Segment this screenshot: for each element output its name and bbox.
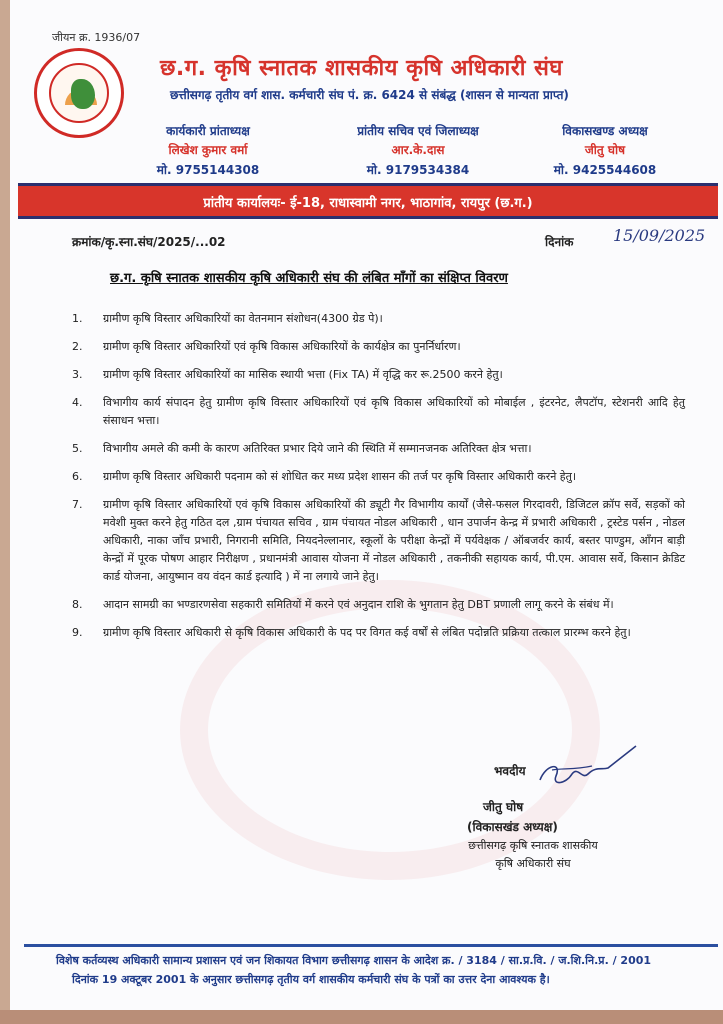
union-seal-logo: [34, 48, 124, 138]
list-item: [70, 624, 685, 642]
bearer-role: कार्यकारी प्रांताध्यक्ष: [166, 124, 250, 138]
letter-subject: छ.ग. कृषि स्नातक शासकीय कृषि अधिकारी संघ की लंबित माँगों का संक्षिप्त विवरण: [110, 271, 508, 286]
footer-note-line: दिनांक 19 अक्टूबर 2001 के अनुसार छत्तीसगढ़ तृतीय वर्ग शासकीय कर्मचारी संघ के पत्रों का उत्तर देना आवश्यक है।: [72, 973, 550, 986]
item-number: 9.: [72, 626, 83, 639]
bearer-phone: मो. 9755144308: [156, 163, 260, 177]
bearer-role: प्रांतीय सचिव एवं जिलाध्यक्ष: [357, 124, 479, 138]
reference-number: क्रमांक/कृ.स्ना.संघ/2025/...02: [72, 235, 226, 249]
office-address-band: [18, 183, 718, 219]
item-text: विभागीय कार्य संपादन हेतु ग्रामीण कृषि विस्तार अधिकारियों एवं कृषि विकास अधिकारियों को मोबाईल , इंटरनेट, लैपटॉप, स्टेशनरी आदि हेतु संसाधन भत्ता।: [103, 396, 685, 427]
bearer-role: विकासखण्ड अध्यक्ष: [562, 124, 648, 138]
list-item: [70, 468, 685, 486]
item-number: 8.: [72, 598, 83, 611]
signer-org-line: छत्तीसगढ़ कृषि स्नातक शासकीय: [468, 839, 598, 852]
bearer-name: आर.के.दास: [391, 143, 445, 157]
office-address: प्रांतीय कार्यालयः- ई-18, राधास्वामी नगर, भाठागांव, रायपुर (छ.ग.): [203, 196, 533, 211]
signer-role: (विकासखंड अध्यक्ष): [467, 820, 558, 834]
item-number: 2.: [72, 340, 83, 353]
map-icon: [71, 79, 95, 109]
signature-scribble: [532, 740, 642, 796]
list-item: [70, 366, 685, 384]
seal-emblem: [49, 63, 109, 123]
background-edge-bottom: [0, 1010, 723, 1024]
item-number: 4.: [72, 396, 83, 409]
item-number: 1.: [72, 312, 83, 325]
footer-divider: [24, 944, 718, 947]
registration-number: जीयन क्र. 1936/07: [52, 31, 141, 44]
item-text: ग्रामीण कृषि विस्तार अधिकारी से कृषि विकास अधिकारी के पद पर विगत कई वर्षों से लंबित पदोन्नति प्रक्रिया तत्काल प्रारम्भ करने हेतु।: [103, 626, 631, 639]
list-item: [70, 496, 685, 586]
signer-org-line: कृषि अधिकारी संघ: [495, 857, 571, 870]
list-item: [70, 310, 685, 328]
list-item: [70, 338, 685, 356]
item-text: ग्रामीण कृषि विस्तार अधिकारी पदनाम को सं शोधित कर मध्य प्रदेश शासन की तर्ज पर कृषि विस्तार अधिकारी करने हेतु।: [103, 470, 577, 483]
list-item: [70, 596, 685, 614]
item-text: ग्रामीण कृषि विस्तार अधिकारियों का वेतनमान संशोधन(4300 ग्रेड पे)।: [103, 312, 383, 325]
item-number: 3.: [72, 368, 83, 381]
bearer-name: जीतु घोष: [584, 143, 626, 157]
office-bearer-president: [118, 122, 298, 178]
demands-list: [70, 310, 685, 652]
org-title: छ.ग. कृषि स्नातक शासकीय कृषि अधिकारी संघ: [160, 56, 563, 81]
item-text: ग्रामीण कृषि विस्तार अधिकारियों का मासिक स्थायी भत्ता (Fix TA) में वृद्धि कर रू.2500 करने हेतु।: [103, 368, 503, 381]
office-bearer-block-president: [520, 122, 690, 178]
bearer-name: लिखेश कुमार वर्मा: [168, 143, 248, 157]
date-label: दिनांक: [545, 235, 574, 249]
footer-note-line: विशेष कर्तव्यस्थ अधिकारी सामान्य प्रशासन एवं जन शिकायत विभाग छत्तीसगढ़ शासन के आदेश क्र. / 3184 / सा.प्र.वि. / ज.शि.नि.प्र. / 2001: [56, 954, 652, 967]
closing-salutation: भवदीय: [494, 764, 526, 778]
item-text: विभागीय अमले की कमी के कारण अतिरिक्त प्रभार दिये जाने की स्थिति में सम्मानजनक अतिरिक्त क्षेत्र भत्ता।: [103, 442, 532, 455]
bearer-phone: मो. 9179534384: [366, 163, 470, 177]
item-number: 7.: [72, 498, 83, 511]
date-value: 15/09/2025: [613, 226, 706, 245]
signer-name: जीतु घोष: [483, 800, 524, 814]
item-number: 6.: [72, 470, 83, 483]
item-text: ग्रामीण कृषि विस्तार अधिकारियों एवं कृषि विकास अधिकारियों के कार्यक्षेत्र का पुनर्निर्धारण।: [103, 340, 461, 353]
office-bearer-secretary: [318, 122, 518, 178]
item-number: 5.: [72, 442, 83, 455]
list-item: [70, 394, 685, 430]
bearer-phone: मो. 9425544608: [553, 163, 657, 177]
item-text: आदान सामग्री का भण्डारणसेवा सहकारी समितियों में करने एवं अनुदान राशि के भुगतान हेतु DBT प्रणाली लागू करने के संबंध में।: [103, 598, 614, 611]
background-edge: [0, 0, 10, 1024]
item-text: ग्रामीण कृषि विस्तार अधिकारियों एवं कृषि विकास अधिकारियों की ड्यूटी गैर विभागीय कार्यों (जैसे-फसल गिरदावरी, डिजिटल क्रॉप सर्वे, सड़कों को मवेशी मुक्त करने हेतु गठित दल ,ग्राम पंचायत सचिव , ग्राम पंचायत नोडल अधिकारी , धान उपार्जन केन्द्र में प्रभारी अधिकारी , ट्रस्टेड पर्सन , नोडल अधिकारी, नाका जाँच प्रभारी, निगरानी समिति, नियदनेल्लानार, स्कूलों के परीक्षा केन्द्रों में पर्यवेक्षक / ऑबजर्वर कार्य, बस्तर पाण्डुम, आँगन बाड़ी केन्द्रों में पूरक पोषण आहार निरीक्षण , प्रधानमंत्री आवास योजना में नोडल अधिकारी , तकनीकी सहायक कार्य, पी.एम. आवास सर्वे, किसान क्रेडिट कार्ड योजना, आयुष्मान वय वंदन कार्ड इत्यादि ) में ना लगाये जाने हेतु।: [103, 498, 685, 583]
list-item: [70, 440, 685, 458]
org-subtitle: छत्तीसगढ़ तृतीय वर्ग शास. कर्मचारी संघ पं. क्र. 6424 से संबंद्ध (शासन से मान्यता प्राप्त): [170, 88, 569, 102]
